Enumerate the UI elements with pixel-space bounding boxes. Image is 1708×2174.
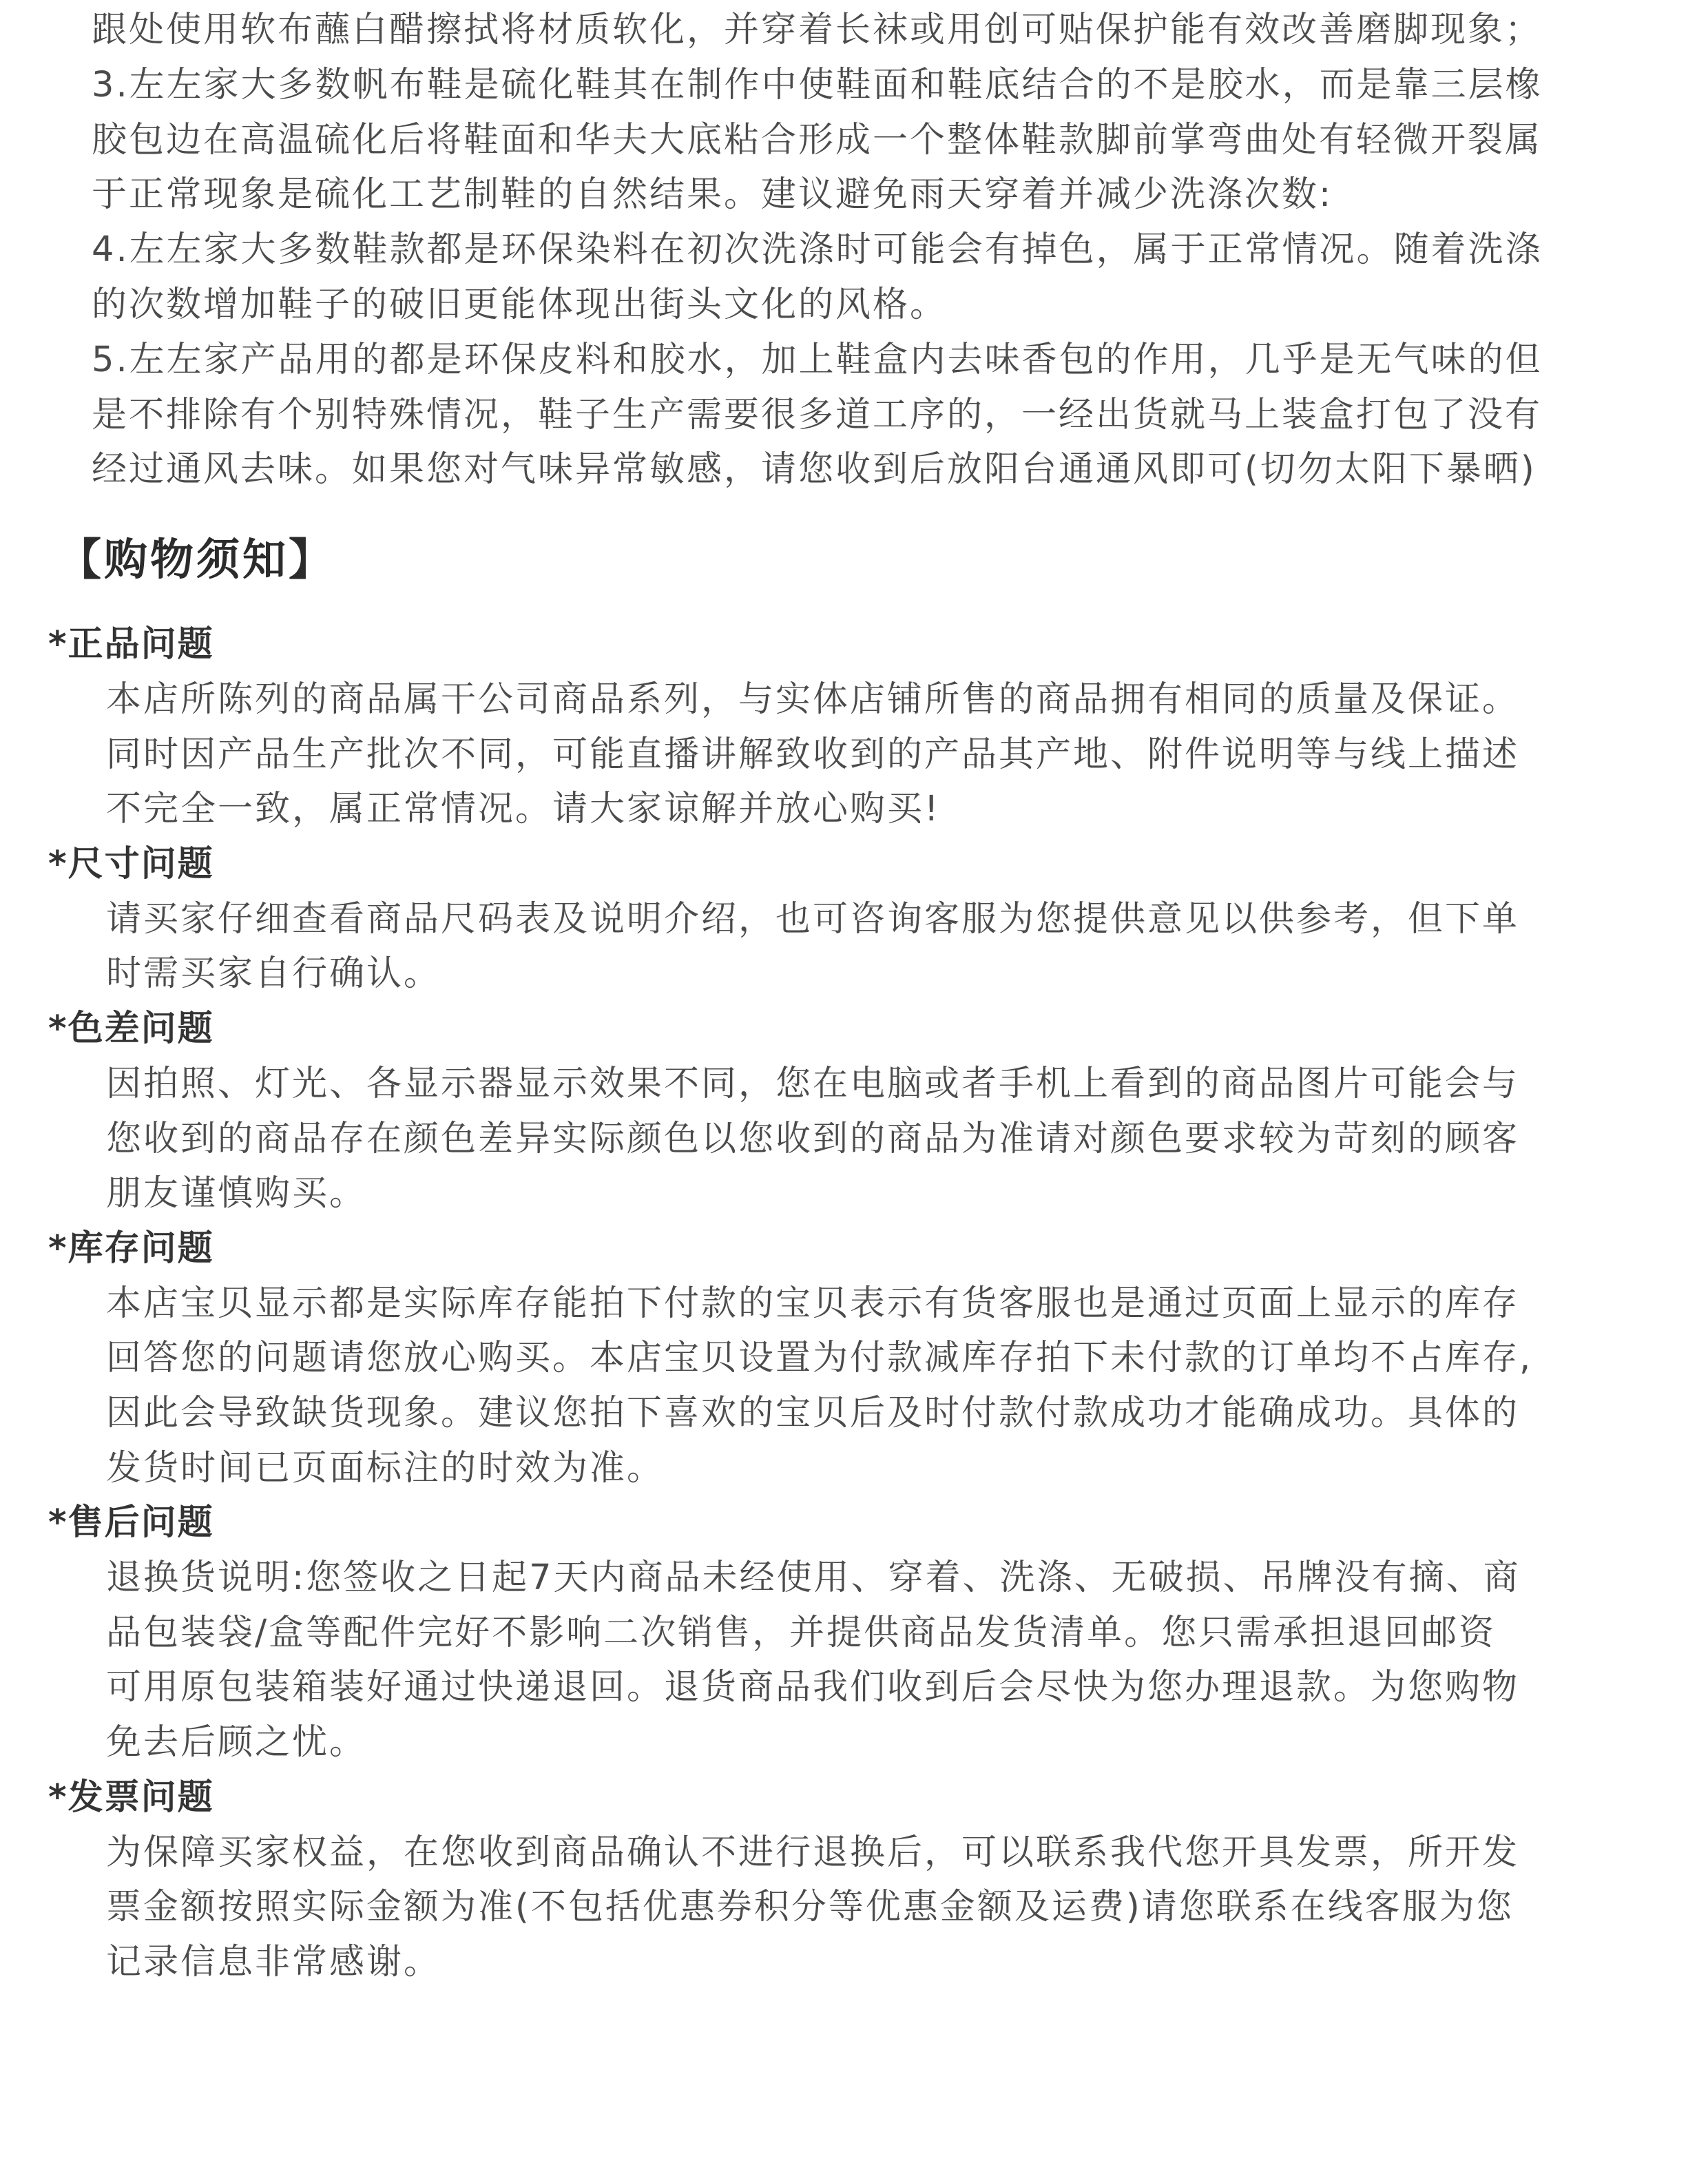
care-note-line: 胶包边在高温硫化后将鞋面和华夫大底粘合形成一个整体鞋款脚前掌弯曲处有轻微开裂属 — [92, 119, 1543, 161]
notice-heading: *尺寸问题 — [48, 843, 214, 884]
notice-line: 本店所陈列的商品属干公司商品系列，与实体店铺所售的商品拥有相同的质量及保证。 — [106, 679, 1520, 720]
notice-heading: *正品问题 — [48, 624, 214, 665]
notice-line: 回答您的问题请您放心购买。本店宝贝设置为付款减库存拍下未付款的订单均不占库存, — [106, 1338, 1533, 1379]
notice-line: 因此会导致缺货现象。建议您拍下喜欢的宝贝后及时付款付款成功才能确成功。具体的 — [106, 1392, 1520, 1433]
notice-section-after-sales — [48, 1495, 1646, 1770]
notice-line: 发货时间已页面标注的时效为准。 — [106, 1447, 665, 1489]
notice-line: 记录信息非常感谢。 — [106, 1941, 441, 1983]
care-note-line: 5.左左家产品用的都是环保皮料和胶水，加上鞋盒内去味香包的作用，几乎是无气味的但 — [92, 339, 1543, 380]
notice-line: 可用原包装箱装好通过快递退回。退货商品我们收到后会尽快为您办理退款。为您购物 — [106, 1667, 1520, 1708]
care-note-line: 于正常现象是硫化工艺制鞋的自然结果。建议避免雨天穿着并减少洗涤次数: — [92, 174, 1333, 216]
care-note-line: 是不排除有个别特殊情况，鞋子生产需要很多道工序的，一经出货就马上装盒打包了没有 — [92, 394, 1543, 435]
shopping-notice-title: 【购物须知】 — [58, 535, 335, 585]
care-note-line: 3.左左家大多数帆布鞋是硫化鞋其在制作中使鞋面和鞋底结合的不是胶水，而是靠三层橡 — [92, 64, 1543, 105]
notice-line: 退换货说明:您签收之日起7天内商品未经使用、穿着、洗涤、无破损、吊牌没有摘、商 — [106, 1557, 1521, 1599]
notice-line: 因拍照、灯光、各显示器显示效果不同，您在电脑或者手机上看到的商品图片可能会与 — [106, 1063, 1520, 1104]
care-note-line: 跟处使用软布蘸白醋擦拭将材质软化，并穿着长袜或用创可贴保护能有效改善磨脚现象； — [92, 10, 1543, 50]
care-note-line: 的次数增加鞋子的破旧更能体现出街头文化的风格。 — [92, 284, 948, 325]
notice-line: 为保障买家权益，在您收到商品确认不进行退换后，可以联系我代您开具发票，所开发 — [106, 1832, 1520, 1873]
notice-line: 免去后顾之忧。 — [106, 1721, 367, 1763]
care-note-line: 4.左左家大多数鞋款都是环保染料在初次洗涤时可能会有掉色，属于正常情况。随着洗涤 — [92, 229, 1543, 271]
notice-body — [48, 1551, 1646, 1770]
notice-line: 不完全一致，属正常情况。请大家谅解并放心购买! — [106, 789, 941, 830]
notice-section-color-difference — [48, 1002, 1646, 1221]
notice-section-inventory — [48, 1221, 1646, 1495]
notice-section-size — [48, 837, 1646, 1002]
notice-line: 您收到的商品存在颜色差异实际颜色以您收到的商品为准请对颜色要求较为苛刻的顾客 — [106, 1118, 1520, 1159]
notice-line: 时需买家自行确认。 — [106, 953, 441, 995]
notice-line: 票金额按照实际金额为准(不包括优惠券积分等优惠金额及运费)请您联系在线客服为您 — [106, 1887, 1514, 1928]
notice-line: 朋友谨慎购买。 — [106, 1173, 367, 1214]
notice-body — [48, 1825, 1646, 1990]
notice-line: 本店宝贝显示都是实际库存能拍下付款的宝贝表示有货客服也是通过页面上显示的库存 — [106, 1283, 1520, 1324]
shopping-notice-list — [48, 617, 1646, 1989]
care-notes — [92, 3, 1627, 497]
notice-heading: *售后问题 — [48, 1502, 214, 1544]
notice-body — [48, 1057, 1646, 1221]
notice-heading: *发票问题 — [48, 1777, 214, 1818]
notice-body — [48, 1276, 1646, 1495]
notice-heading: *色差问题 — [48, 1008, 214, 1049]
notice-line: 品包装袋/盒等配件完好不影响二次销售，并提供商品发货清单。您只需承担退回邮资 — [106, 1612, 1497, 1653]
notice-section-invoice — [48, 1770, 1646, 1990]
notice-section-authenticity — [48, 617, 1646, 837]
notice-line: 请买家仔细查看商品尺码表及说明介绍，也可咨询客服为您提供意见以供参考，但下单 — [106, 898, 1520, 940]
notice-heading: *库存问题 — [48, 1228, 214, 1269]
notice-line: 同时因产品生产批次不同，可能直播讲解致收到的产品其产地、附件说明等与线上描述 — [106, 734, 1520, 775]
notice-body — [48, 672, 1646, 837]
notice-body — [48, 892, 1646, 1002]
care-note-line: 经过通风去味。如果您对气味异常敏感，请您收到后放阳台通通风即可(切勿太阳下暴晒) — [92, 449, 1537, 490]
